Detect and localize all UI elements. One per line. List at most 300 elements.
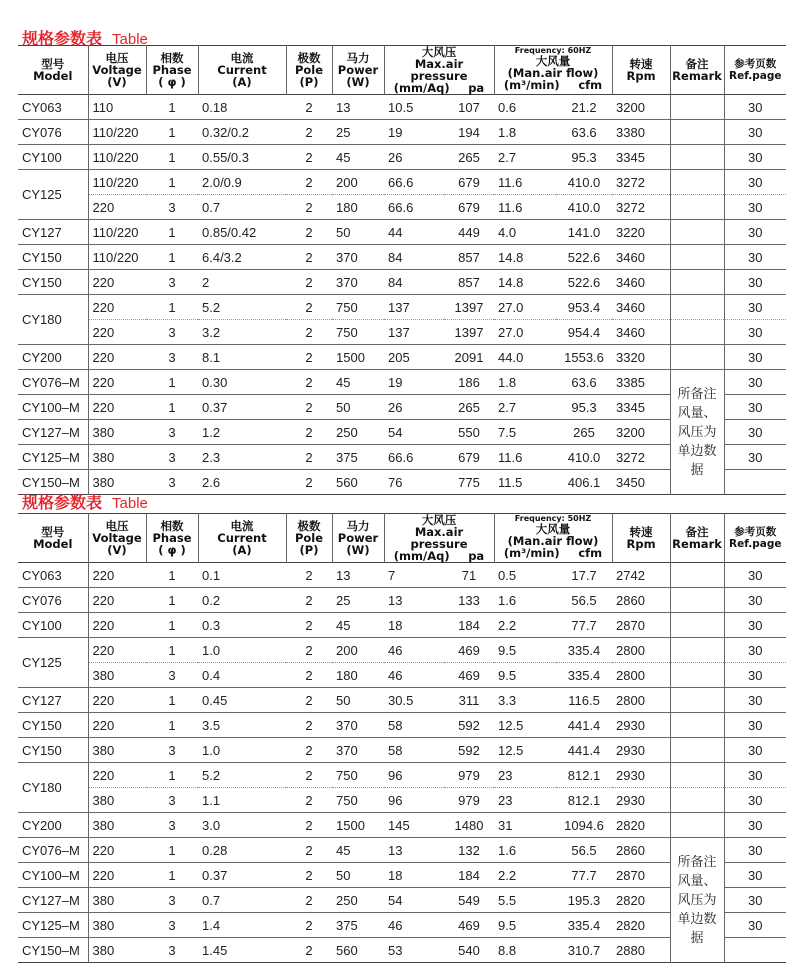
power-cell: 1500	[336, 349, 365, 365]
header-ref	[724, 514, 786, 563]
model-cell: CY100	[18, 145, 88, 170]
table-row	[18, 788, 786, 813]
power-cell: 13	[336, 567, 351, 583]
header-pressure-units	[385, 82, 494, 94]
voltage-cell: 380	[92, 424, 115, 440]
header-phase	[146, 514, 198, 563]
table-row	[18, 738, 786, 763]
pole-cell: 2	[305, 474, 313, 490]
ref-page-cell: 30	[748, 124, 763, 140]
power-cell: 13	[336, 99, 351, 115]
pressure-mm-cell: 30.5	[388, 692, 414, 708]
remark-cell	[670, 738, 724, 763]
frequency-label: Frequency: 50HZ	[514, 513, 592, 523]
header-model	[18, 46, 88, 95]
voltage-cell: 220	[92, 617, 115, 633]
ref-page-cell: 30	[748, 324, 763, 340]
power-cell: 25	[336, 592, 351, 608]
header-speed-en: Rpm	[626, 69, 656, 83]
pressure-pa-cell: 184	[458, 617, 480, 633]
pressure-mm-cell: 66.6	[388, 199, 414, 215]
speed-cell: 2800	[612, 688, 670, 713]
current-cell: 0.1	[202, 567, 221, 583]
flow-cfm-cell: 335.4	[567, 642, 601, 658]
flow-m3-cell: 7.5	[498, 424, 517, 440]
remark-cell	[670, 763, 724, 788]
remark-note: 所备注风量、风压为单边数据	[670, 838, 724, 963]
remark-cell	[670, 588, 724, 613]
flow-cfm-cell: 95.3	[571, 399, 597, 415]
pole-cell: 2	[305, 942, 313, 958]
voltage-cell: 380	[92, 449, 115, 465]
header-phase-en: Phase	[152, 63, 192, 77]
header-pressure-unit-mm: (mm/Aq)	[393, 81, 450, 95]
speed-cell: 2860	[612, 838, 670, 863]
header-phase-cn: 相数	[160, 51, 184, 65]
ref-page-cell: 30	[748, 617, 763, 633]
header-power-en: Power	[337, 63, 379, 77]
pressure-mm-cell: 205	[388, 349, 410, 365]
header-ref	[724, 46, 786, 95]
flow-cfm-cell: 77.7	[571, 867, 597, 883]
flow-cfm-cell: 522.6	[567, 249, 601, 265]
title-cn: 规格参数表	[22, 493, 103, 512]
flow-cfm-cell: 77.7	[571, 617, 597, 633]
flow-cfm-cell: 953.4	[567, 299, 601, 315]
remark-cell	[670, 145, 724, 170]
pressure-mm-cell: 137	[388, 324, 410, 340]
header-speed-en: Rpm	[626, 537, 656, 551]
flow-m3-cell: 14.8	[498, 249, 524, 265]
header-model-en: Model	[33, 537, 73, 551]
remark-cell	[670, 638, 724, 663]
power-cell: 50	[336, 224, 351, 240]
header-current-cn: 电流	[230, 51, 254, 65]
phase-cell: 3	[168, 667, 176, 683]
pressure-pa-cell: 979	[458, 792, 480, 808]
pressure-mm-cell: 76	[388, 474, 403, 490]
table-row	[18, 713, 786, 738]
header-speed-cn: 转速	[629, 525, 653, 539]
speed-cell: 2870	[612, 613, 670, 638]
flow-m3-cell: 27.0	[498, 299, 524, 315]
header-flow-cn: 大风量	[535, 521, 571, 536]
phase-cell: 3	[168, 449, 176, 465]
pressure-pa-cell: 133	[458, 592, 480, 608]
flow-m3-cell: 31	[498, 817, 513, 833]
current-cell: 2.0/0.9	[202, 174, 242, 190]
speed-cell: 3200	[612, 420, 670, 445]
speed-cell: 3380	[612, 120, 670, 145]
pressure-pa-cell: 469	[458, 667, 480, 683]
pressure-mm-cell: 54	[388, 892, 403, 908]
current-cell: 0.3	[202, 617, 221, 633]
flow-m3-cell: 23	[498, 767, 513, 783]
flow-m3-cell: 11.6	[498, 199, 523, 215]
header-model-en: Model	[33, 69, 73, 83]
pole-cell: 2	[305, 917, 313, 933]
speed-cell: 3460	[612, 270, 670, 295]
power-cell: 560	[336, 942, 358, 958]
remark-cell	[670, 563, 724, 588]
flow-m3-cell: 12.5	[498, 742, 524, 758]
voltage-cell: 380	[92, 742, 115, 758]
pole-cell: 2	[305, 667, 313, 683]
pressure-mm-cell: 53	[388, 942, 403, 958]
model-cell: CY076–M	[18, 370, 88, 395]
pole-cell: 2	[305, 424, 313, 440]
flow-cfm-cell: 265	[573, 424, 595, 440]
pole-cell: 2	[305, 124, 313, 140]
pole-cell: 2	[305, 324, 313, 340]
model-cell: CY127	[18, 220, 88, 245]
current-cell: 1.0	[202, 642, 221, 658]
model-cell: CY150	[18, 713, 88, 738]
flow-m3-cell: 2.2	[498, 617, 517, 633]
speed-cell: 2930	[612, 763, 670, 788]
pole-cell: 2	[305, 642, 313, 658]
ref-page-cell: 30	[748, 767, 763, 783]
pole-cell: 2	[305, 374, 313, 390]
current-cell: 0.28	[202, 842, 228, 858]
header-pressure-units	[385, 550, 494, 562]
header-ref-en: Ref.page	[729, 538, 782, 550]
flow-m3-cell: 44.0	[498, 349, 524, 365]
pressure-pa-cell: 265	[458, 399, 480, 415]
speed-cell: 3220	[612, 220, 670, 245]
remark-cell	[670, 613, 724, 638]
speed-cell: 3272	[612, 195, 670, 220]
voltage-cell: 380	[92, 667, 115, 683]
voltage-cell: 220	[92, 299, 115, 315]
phase-cell: 1	[168, 399, 176, 415]
pressure-pa-cell: 549	[458, 892, 480, 908]
phase-cell: 1	[168, 374, 176, 390]
header-ref-en: Ref.page	[729, 70, 782, 82]
phase-cell: 1	[168, 842, 176, 858]
remark-cell	[670, 713, 724, 738]
pressure-pa-cell: 469	[458, 642, 480, 658]
ref-page-cell: 30	[748, 842, 763, 858]
header-flow	[494, 46, 612, 95]
flow-cfm-cell: 141.0	[567, 224, 601, 240]
flow-m3-cell: 0.6	[498, 99, 517, 115]
speed-cell: 2800	[612, 638, 670, 663]
current-cell: 5.2	[202, 767, 221, 783]
pressure-mm-cell: 84	[388, 274, 403, 290]
header-remark-en: Remark	[672, 69, 722, 83]
flow-cfm-cell: 17.7	[571, 567, 597, 583]
flow-cfm-cell: 95.3	[571, 149, 597, 165]
pressure-mm-cell: 66.6	[388, 449, 414, 465]
speed-cell: 2800	[612, 663, 670, 688]
header-power	[332, 46, 384, 95]
power-cell: 45	[336, 617, 351, 633]
model-cell: CY125	[18, 170, 88, 220]
header-flow-units	[495, 79, 612, 91]
header-voltage-unit: (V)	[107, 543, 127, 557]
header-power-unit: (W)	[346, 543, 370, 557]
pole-cell: 2	[305, 767, 313, 783]
phase-cell: 3	[168, 199, 176, 215]
table-row	[18, 763, 786, 788]
header-power-unit: (W)	[346, 75, 370, 89]
flow-m3-cell: 1.6	[498, 842, 517, 858]
ref-page-cell: 30	[748, 592, 763, 608]
flow-m3-cell: 9.5	[498, 642, 517, 658]
flow-m3-cell: 9.5	[498, 917, 517, 933]
speed-cell: 3385	[612, 370, 670, 395]
power-cell: 45	[336, 374, 351, 390]
current-cell: 3.5	[202, 717, 221, 733]
pressure-pa-cell: 311	[458, 692, 480, 708]
phase-cell: 1	[168, 692, 176, 708]
header-ref-cn: 参考页数	[734, 526, 777, 538]
flow-m3-cell: 12.5	[498, 717, 524, 733]
header-flow-unit-m3: (m³/min)	[503, 545, 560, 560]
model-cell: CY076–M	[18, 838, 88, 863]
header-voltage	[88, 46, 146, 95]
remark-cell	[670, 345, 724, 370]
header-pressure-unit-pa: pa	[468, 81, 485, 95]
table-row	[18, 295, 786, 320]
table-row	[18, 195, 786, 220]
table-row	[18, 588, 786, 613]
pole-cell: 2	[305, 399, 313, 415]
pressure-pa-cell: 540	[458, 942, 480, 958]
ref-page-cell: 30	[748, 792, 763, 808]
pole-cell: 2	[305, 99, 313, 115]
power-cell: 25	[336, 124, 351, 140]
current-cell: 1.2	[202, 424, 221, 440]
pressure-pa-cell: 679	[458, 174, 480, 190]
pressure-pa-cell: 2091	[454, 349, 484, 365]
speed-cell: 3200	[612, 95, 670, 120]
header-pole-cn: 极数	[297, 519, 321, 533]
table-row	[18, 838, 786, 863]
flow-m3-cell: 9.5	[498, 667, 517, 683]
pressure-pa-cell: 1480	[454, 817, 484, 833]
current-cell: 2.6	[202, 474, 221, 490]
phase-cell: 3	[168, 792, 176, 808]
voltage-cell: 380	[92, 917, 115, 933]
pressure-mm-cell: 96	[388, 792, 403, 808]
header-pressure-en: Max.air pressure	[410, 57, 468, 83]
voltage-cell: 220	[92, 692, 115, 708]
header-flow-units	[495, 547, 612, 559]
header-speed	[612, 46, 670, 95]
pressure-mm-cell: 137	[388, 299, 410, 315]
phase-cell: 3	[168, 917, 176, 933]
phase-cell: 1	[168, 174, 176, 190]
remark-cell	[670, 245, 724, 270]
flow-m3-cell: 8.8	[498, 942, 517, 958]
header-pressure	[384, 514, 494, 563]
ref-page-cell: 30	[748, 567, 763, 583]
flow-cfm-cell: 56.5	[571, 592, 597, 608]
model-cell: CY063	[18, 563, 88, 588]
remark-cell	[670, 120, 724, 145]
header-remark	[670, 46, 724, 95]
phase-cell: 1	[168, 717, 176, 733]
pole-cell: 2	[305, 692, 313, 708]
remark-cell	[670, 220, 724, 245]
header-pressure-unit-pa: pa	[468, 549, 485, 563]
header-pressure-cn: 大风压	[421, 45, 457, 59]
pressure-mm-cell: 26	[388, 399, 403, 415]
flow-cfm-cell: 116.5	[568, 692, 600, 708]
pole-cell: 2	[305, 174, 313, 190]
header-pressure-unit-mm: (mm/Aq)	[393, 549, 450, 563]
power-cell: 180	[336, 667, 358, 683]
header-flow-unit-cfm: cfm	[578, 77, 603, 92]
current-cell: 1.45	[202, 942, 228, 958]
pressure-mm-cell: 145	[388, 817, 410, 833]
ref-page-cell: 30	[748, 99, 763, 115]
flow-m3-cell: 2.7	[498, 149, 517, 165]
header-speed-cn: 转速	[629, 57, 653, 71]
power-cell: 45	[336, 149, 351, 165]
pole-cell: 2	[305, 817, 313, 833]
ref-page-cell: 30	[748, 717, 763, 733]
current-cell: 2	[202, 274, 210, 290]
header-current-cn: 电流	[230, 519, 254, 533]
pressure-pa-cell: 184	[458, 867, 480, 883]
voltage-cell: 220	[92, 399, 115, 415]
ref-page-cell: 30	[748, 399, 763, 415]
current-cell: 5.2	[202, 299, 221, 315]
table-row	[18, 370, 786, 395]
header-pole-cn: 极数	[297, 51, 321, 65]
ref-page-cell: 30	[748, 917, 763, 933]
header-pressure-en: Max.air pressure	[410, 525, 468, 551]
phase-cell: 3	[168, 324, 176, 340]
table-row	[18, 170, 786, 195]
voltage-cell: 110/220	[92, 149, 139, 165]
model-cell: CY063	[18, 95, 88, 120]
remark-cell	[670, 270, 724, 295]
remark-cell	[670, 688, 724, 713]
pressure-mm-cell: 54	[388, 424, 403, 440]
voltage-cell: 220	[92, 349, 115, 365]
phase-cell: 1	[168, 99, 176, 115]
voltage-cell: 220	[92, 324, 115, 340]
header-voltage-cn: 电压	[105, 519, 129, 533]
model-cell: CY125–M	[18, 913, 88, 938]
speed-cell: 2742	[612, 563, 670, 588]
header-current-en: Current	[217, 63, 267, 77]
voltage-cell: 380	[92, 474, 115, 490]
pressure-mm-cell: 26	[388, 149, 403, 165]
pressure-mm-cell: 58	[388, 717, 403, 733]
ref-page-cell: 30	[748, 692, 763, 708]
model-cell: CY150–M	[18, 470, 88, 495]
speed-cell: 3460	[612, 320, 670, 345]
flow-cfm-cell: 1553.6	[564, 349, 604, 365]
current-cell: 6.4/3.2	[202, 249, 242, 265]
table-row	[18, 120, 786, 145]
power-cell: 50	[336, 867, 351, 883]
pressure-mm-cell: 46	[388, 667, 403, 683]
speed-cell: 3272	[612, 170, 670, 195]
voltage-cell: 380	[92, 942, 115, 958]
phase-cell: 1	[168, 642, 176, 658]
header-model	[18, 514, 88, 563]
phase-cell: 3	[168, 474, 176, 490]
pressure-mm-cell: 58	[388, 742, 403, 758]
ref-page-cell: 30	[748, 867, 763, 883]
model-cell: CY180	[18, 763, 88, 813]
voltage-cell: 110/220	[92, 174, 139, 190]
phase-cell: 3	[168, 892, 176, 908]
model-cell: CY076	[18, 120, 88, 145]
title-en: Table	[112, 495, 148, 512]
flow-m3-cell: 1.8	[498, 374, 517, 390]
pole-cell: 2	[305, 567, 313, 583]
remark-cell	[670, 788, 724, 813]
header-pressure-cn: 大风压	[421, 513, 457, 527]
power-cell: 1500	[336, 817, 365, 833]
voltage-cell: 380	[92, 792, 115, 808]
table-row	[18, 613, 786, 638]
pressure-pa-cell: 449	[458, 224, 480, 240]
pressure-mm-cell: 7	[388, 567, 396, 583]
model-cell: CY125	[18, 638, 88, 688]
header-power-en: Power	[337, 531, 379, 545]
pole-cell: 2	[305, 867, 313, 883]
current-cell: 0.18	[202, 99, 228, 115]
pole-cell: 2	[305, 299, 313, 315]
voltage-cell: 220	[92, 767, 115, 783]
voltage-cell: 110/220	[92, 124, 139, 140]
ref-page-cell: 30	[748, 224, 763, 240]
power-cell: 750	[336, 299, 358, 315]
remark-cell	[670, 295, 724, 320]
header-pole-unit: (P)	[299, 75, 319, 89]
pressure-mm-cell: 19	[388, 124, 403, 140]
speed-cell: 2930	[612, 738, 670, 763]
flow-cfm-cell: 522.6	[567, 274, 601, 290]
ref-page-cell: 30	[748, 349, 763, 365]
header-flow-cn: 大风量	[535, 53, 571, 68]
power-cell: 370	[336, 742, 358, 758]
current-cell: 1.1	[202, 792, 221, 808]
speed-cell: 2820	[612, 888, 670, 913]
ref-page-cell: 30	[748, 374, 763, 390]
model-cell: CY150	[18, 245, 88, 270]
current-cell: 0.7	[202, 892, 221, 908]
header-power	[332, 514, 384, 563]
pressure-pa-cell: 592	[458, 742, 480, 758]
pressure-mm-cell: 18	[388, 617, 403, 633]
power-cell: 560	[336, 474, 358, 490]
power-cell: 45	[336, 842, 351, 858]
power-cell: 370	[336, 249, 358, 265]
flow-m3-cell: 11.6	[498, 449, 523, 465]
table-row	[18, 663, 786, 688]
table-row	[18, 638, 786, 663]
table-row	[18, 813, 786, 838]
pressure-mm-cell: 13	[388, 592, 403, 608]
table-row	[18, 345, 786, 370]
header-current-en: Current	[217, 531, 267, 545]
pole-cell: 2	[305, 892, 313, 908]
model-cell: CY100	[18, 613, 88, 638]
remark-cell	[670, 170, 724, 195]
model-cell: CY150	[18, 738, 88, 763]
pressure-pa-cell: 1397	[454, 324, 484, 340]
model-cell: CY127	[18, 688, 88, 713]
